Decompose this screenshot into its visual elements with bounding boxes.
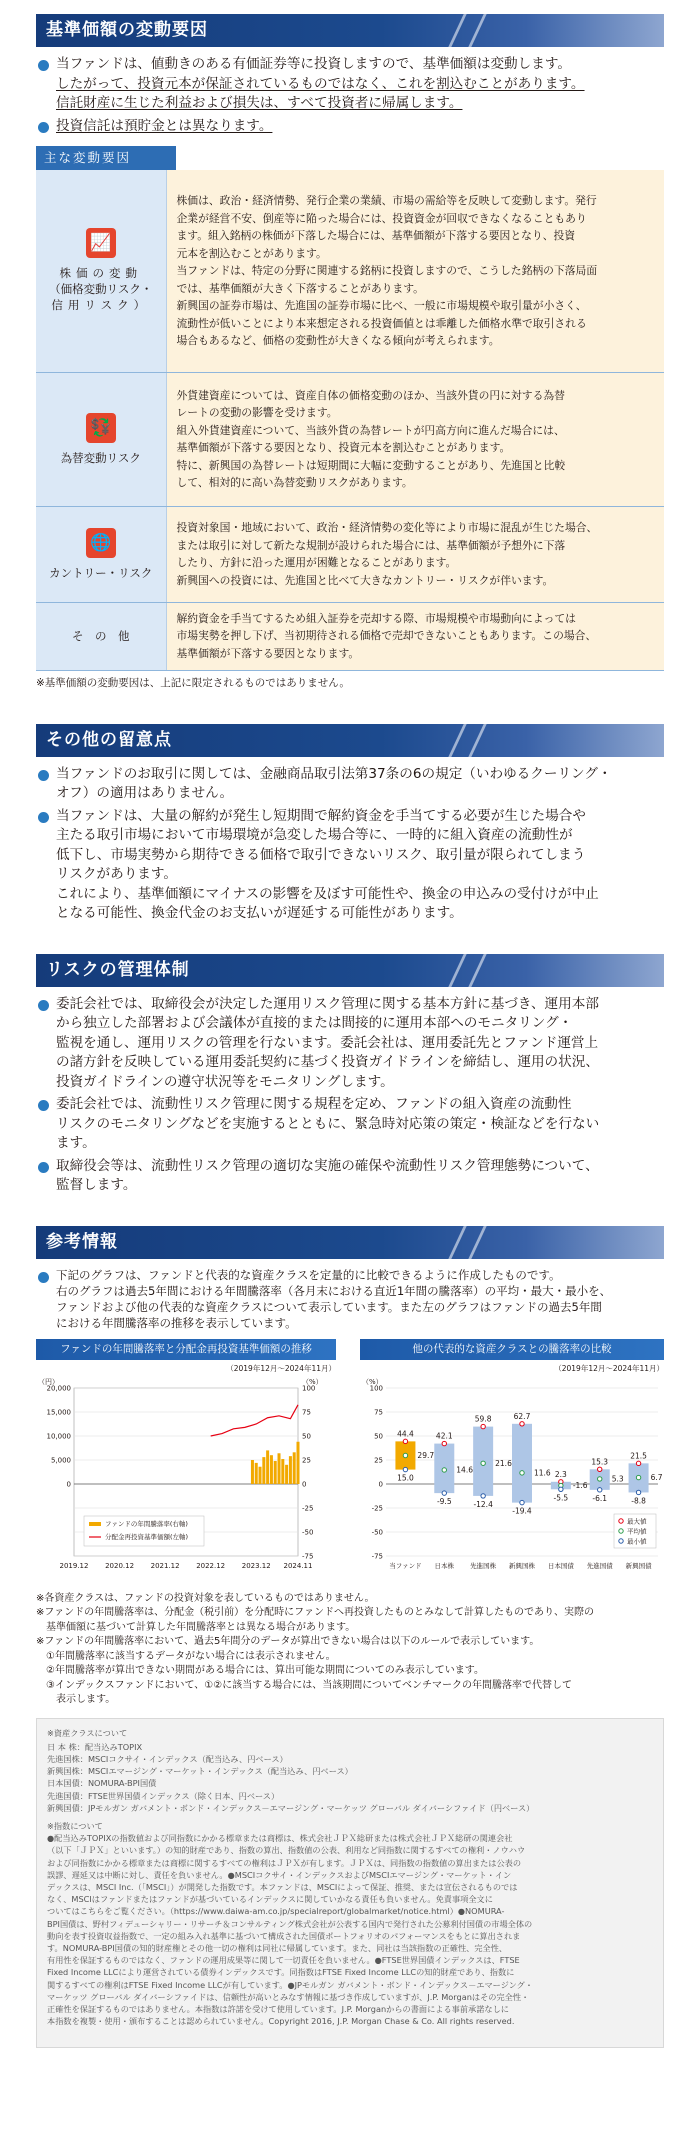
y-right-tick: 100 xyxy=(302,1384,316,1392)
section-header-fluctuation xyxy=(36,14,664,47)
legend-label: 最大値 xyxy=(627,1517,647,1525)
section-header-risk-management xyxy=(36,954,664,987)
return-bar xyxy=(278,1453,281,1484)
x-tick: 2019.12 xyxy=(59,1561,89,1570)
chart-period: （2019年12月～2024年11月） xyxy=(226,1363,336,1373)
risk-table xyxy=(36,170,664,671)
max-label: 44.4 xyxy=(397,1428,414,1438)
x-tick: 新興国債 xyxy=(625,1561,652,1570)
risk-category xyxy=(36,372,166,506)
legend-marker xyxy=(619,1518,623,1522)
currency-exchange-icon: 💱 xyxy=(86,413,116,443)
risk-description: 解約資金を手当てするため組入証券を売却する際、市場規模や市場動向によっては 市場実勢を押し下げ、当初期待される価格で売却できないこともあります。この場合、 基準価額が下落する要因となります。 xyxy=(166,602,664,670)
max-point xyxy=(442,1441,446,1445)
bullet-item: 当ファンドのお取引に関しては、金融商品取引法第37条の6の規定（いわゆるクーリング・ オフ）の適用はありません。 xyxy=(36,765,664,804)
bullet-text: 当ファンドは、値動きのある有価証券等に投資しますので、基準価額は変動します。 xyxy=(56,56,571,72)
avg-label: 21.6 xyxy=(495,1458,512,1468)
y-left-tick: 0 xyxy=(66,1480,71,1488)
max-label: 15.3 xyxy=(591,1456,609,1466)
category-label: 株価の変動 xyxy=(59,266,142,281)
avg-label: -1.6 xyxy=(572,1480,588,1490)
return-bar xyxy=(259,1466,262,1483)
y-tick: 100 xyxy=(369,1384,383,1392)
avg-label: 6.7 xyxy=(650,1472,663,1482)
fund-return-svg xyxy=(36,1374,336,1584)
charts-area xyxy=(36,1339,664,1584)
avg-point xyxy=(520,1470,524,1474)
chart-title: ファンドの年間騰落率と分配金再投資基準価額の推移 xyxy=(36,1339,336,1360)
x-tick: 2021.12 xyxy=(150,1561,180,1570)
risk-category xyxy=(36,170,166,372)
y-tick: 25 xyxy=(374,1456,383,1464)
risk-description: 株価は、政治・経済情勢、発行企業の業績、市場の需給等を反映して変動します。発行 企業が経営不安、倒産等に陥った場合には、投資資金が回収できなくなることもあり ます。組入銘柄の株価が下落した場合には、基準価額が下落する要因となり、投資 元本を割込むことがあります。 当ファンドは、特定の分野に関連する銘柄に投資しますので、こうした銘柄の下落局面 では、基準価額が大きく下落することがあります。 新興国の証券市場は、先進国の証券市場に比べ、一般に市場規模や取引量が小さく、 流動性が低いことにより本来想定される投資価値とは乖離した価格水準で取引される 場合もあるなど、価格の変動性が大きくなる傾向が考えられます。 xyxy=(166,170,664,372)
return-bar xyxy=(281,1459,284,1484)
x-tick: 2023.12 xyxy=(241,1561,271,1570)
nav-line xyxy=(211,1404,298,1435)
max-point xyxy=(481,1424,485,1428)
max-label: 2.3 xyxy=(554,1469,567,1479)
risk-management-bullets xyxy=(36,995,664,1196)
bullet-item xyxy=(36,55,664,114)
category-label: （価格変動リスク・ xyxy=(49,282,153,297)
section-header-reference xyxy=(36,1226,664,1259)
fluctuation-bullets xyxy=(36,55,664,136)
table-row xyxy=(36,170,664,372)
category-label: 信用リスク） xyxy=(51,298,151,313)
return-bar xyxy=(297,1441,300,1483)
info-heading: ※指数について xyxy=(47,1820,103,1831)
min-point xyxy=(520,1500,524,1504)
y-right-tick: -75 xyxy=(302,1552,314,1560)
avg-point xyxy=(442,1467,446,1471)
risk-description: 外貨建資産については、資産自体の価格変動のほか、当該外貨の円に対する為替 レートの変動の影響を受けます。 組入外貨建資産について、当該外貨の為替レートが円高方向に進んだ場合には、 基準価額が下落する要因となり、投資元本を割込むことがあります。 特に、新興国の為替レートは短期間に大幅に変動することがあり、先進国と比較 して、相対的に高い為替変動リスクがあります。 xyxy=(166,372,664,506)
table-row xyxy=(36,506,664,602)
x-tick: 先進国株 xyxy=(470,1561,497,1570)
y-axis-unit: （%） xyxy=(362,1377,383,1386)
avg-point xyxy=(636,1475,640,1479)
min-label: -6.1 xyxy=(592,1493,608,1503)
y-right-tick: 50 xyxy=(302,1432,311,1440)
return-bar xyxy=(251,1460,254,1484)
legend-label: ファンドの年間騰落率(右軸) xyxy=(105,1519,188,1528)
bullet-item xyxy=(36,117,664,137)
bullet-text: したがって、投資元本が保証されているものではなく、これを割込むことがあります。 xyxy=(56,75,585,92)
y-right-tick: 25 xyxy=(302,1456,311,1464)
min-point xyxy=(442,1490,446,1494)
legend-marker xyxy=(619,1528,623,1532)
globe-icon: 🌐 xyxy=(86,528,116,558)
y-right-tick: 0 xyxy=(302,1480,307,1488)
y-tick: -25 xyxy=(371,1504,383,1512)
max-point xyxy=(403,1439,407,1443)
avg-label: 29.7 xyxy=(417,1450,435,1460)
chart-period: （2019年12月～2024年11月） xyxy=(554,1363,664,1373)
bullet-item: 委託会社では、取締役会が決定した運用リスク管理に関する基本方針に基づき、運用本部 から独立した部署および会議体が直接的または間接的に運用本部へのモニタリング・ 監視を通し、運用リスクの管理を行ないます。委託会社は、運用委託先とファンド運営上 の諸方針を反映している運用委託契約に基づく投資ガイドラインを締結し、運用の状況、 投資ガイドラインの遵守状況等をモニタリングします。 xyxy=(36,995,664,1093)
section-title: その他の留意点 xyxy=(46,729,172,750)
y-tick: 0 xyxy=(378,1480,383,1488)
min-point xyxy=(636,1490,640,1494)
index-info-box: ※資産クラスについて 日 本 株：配当込みTOPIX 先進国株：MSCIコクサイ・インデックス（配当込み、円ベース） 新興国株：MSCIエマージング・マーケット・インデックス（配当込み、円ベース） 日本国債：NOMURA-BPI国債 先進国債：FTSE世界国債インデックス（除く日本、円ベース） 新興国債：JPモルガン ガバメント・ボンド・インデックス－エマージング・マーケッツ グローバル ダイバーシファイド（円ベース） ※指数について ●配当込みTOPIXの指数値および同指数にかかる標章または商標は、株式会社ＪＰＸ総研または株式会社ＪＰＸ総研の関連会社 （以下「ＪＰＸ」といいます。）の知的財産であり、指数の算出、指数値の公表、利用など同指数に関するすべての権利・ノウハウ および同指数にかかる標章または商標に関するすべての権利はＪＰＸが有します。ＪＰＸは、同指数の指数値の算出または公表の 誤謬、遅延又は中断に対し、責任を負いません。●MSCIコクサイ・インデックスおよびMSCIエマージング・マーケット・イン デックスは、MSCI Inc.（「MSCI」）が開発した指数です。本ファンドは、MSCIによって保証、推奨、または宣伝されるものでは なく、MSCIはファンドまたはファンドが基づいているインデックスに関していかなる責任も負いません。免責事項全文に ついてはこちらをご覧ください。（https://www.daiwa-am.co.jp/specialreport/globalmarket/notice.html）●NOMURA- BPI国債は、野村フィデューシャリー・リサーチ＆コンサルティング株式会社が公表する国内で発行された公募利付国債の市場全体の 動向を表す投資収益指数で、一定の組み入れ基準に基づいて構成された国債ポートフォリオのパフォーマンスをもとに算出されま す。NOMURA-BPI国債の知的財産権とその他一切の権利は同社に帰属しています。また、同社は当該指数の正確性、完全性、 有用性を保証するものではなく、ファンドの運用成果等に関して一切責任を負いません。●FTSE世界国債インデックスは、FTSE Fixed Income LLCにより運営されている債券インデックスです。同指数はFTSE Fixed Income LLCの知的財産であり、指数に 関するすべての権利はFTSE Fixed Income LLCが有しています。●JPモルガン ガバメント・ボンド・インデックス－エマージング・ マーケッツ グローバル ダイバーシファイドは、信頼性が高いとみなす情報に基づき作成していますが、J.P. Morganはその完全性・ 正確性を保証するものではありません。本指数は許諾を受けて使用しています。J.P. Morganからの書面による事前承諾なしに 本指数を複製・使用・頒布することは認められていません。Copyright 2016, J.P. Morgan Chase & Co. All rights reserved. xyxy=(36,1718,664,2048)
return-bar xyxy=(285,1464,288,1483)
bullet-text: 投資信託は預貯金とは異なります。 xyxy=(56,117,273,134)
min-label: 15.0 xyxy=(397,1473,414,1483)
return-bar xyxy=(270,1455,273,1484)
legend-label: 分配金再投資基準価額(左軸) xyxy=(105,1532,189,1541)
avg-point xyxy=(403,1453,407,1457)
risk-table-title: 主な変動要因 xyxy=(36,146,176,170)
asset-class-svg xyxy=(360,1374,664,1584)
min-label: -19.4 xyxy=(512,1506,532,1516)
y-tick: -75 xyxy=(371,1552,383,1560)
x-tick: 2020.12 xyxy=(105,1561,135,1570)
max-point xyxy=(598,1467,602,1471)
avg-point xyxy=(598,1476,602,1480)
stock-chart-icon: 📈 xyxy=(86,228,116,258)
max-label: 42.1 xyxy=(435,1431,453,1441)
y-right-tick: 75 xyxy=(302,1408,311,1416)
range-bar xyxy=(512,1423,532,1502)
y-left-tick: 20,000 xyxy=(46,1384,71,1392)
y-axis-unit: （%） xyxy=(302,1377,323,1386)
return-bar xyxy=(274,1460,277,1483)
table-row xyxy=(36,372,664,506)
min-label: -12.4 xyxy=(473,1499,493,1509)
risk-category xyxy=(36,602,166,670)
min-point xyxy=(598,1487,602,1491)
section-title: 参考情報 xyxy=(46,1231,118,1252)
risk-category xyxy=(36,506,166,602)
return-bar xyxy=(262,1457,265,1484)
x-tick: 当ファンド xyxy=(389,1561,422,1570)
legend-swatch xyxy=(89,1522,101,1526)
return-bar xyxy=(293,1452,296,1484)
max-point xyxy=(636,1461,640,1465)
risk-description: 投資対象国・地域において、政治・経済情勢の変化等により市場に混乱が生じた場合、 または取引に対して新たな規制が設けられた場合には、基準価額が予想外に下落 したり、方針に沿った運用が困難となることがあります。 新興国への投資には、先進国と比べて大きなカントリー・リスクが伴います。 xyxy=(166,506,664,602)
max-label: 59.8 xyxy=(474,1414,492,1424)
min-label: -5.5 xyxy=(553,1492,569,1502)
return-bar xyxy=(255,1462,258,1483)
chart-title: 他の代表的な資産クラスとの騰落率の比較 xyxy=(360,1339,664,1360)
max-label: 21.5 xyxy=(630,1450,647,1460)
category-label: 為替変動リスク xyxy=(60,450,141,465)
info-heading: ※資産クラスについて xyxy=(47,1727,128,1738)
min-point xyxy=(559,1487,563,1491)
y-axis-unit: （円） xyxy=(38,1377,59,1386)
y-tick: 50 xyxy=(374,1432,383,1440)
avg-label: 14.6 xyxy=(456,1464,473,1474)
table-row xyxy=(36,602,664,670)
legend-marker xyxy=(619,1538,623,1542)
x-tick: 2022.12 xyxy=(196,1561,226,1570)
x-tick: 先進国債 xyxy=(586,1561,613,1570)
bullet-item: 下記のグラフは、ファンドと代表的な資産クラスを定量的に比較できるように作成したものです。 右のグラフは過去5年間における年間騰落率（各月末における直近1年間の騰落率）の平均・最大・最小を、 ファンドおよび他の代表的な資産クラスについて表示しています。また左のグラフはファンドの過去5年間 における年間騰落率の推移を表示しています。 xyxy=(36,1267,664,1331)
return-bar xyxy=(266,1450,269,1484)
min-point xyxy=(403,1467,407,1471)
y-right-tick: -25 xyxy=(302,1504,314,1512)
bullet-item: 当ファンドは、大量の解約が発生し短期間で解約資金を手当てする必要が生じた場合や 主たる取引市場において市場環境が急変した場合等に、一時的に組入資産の流動性が 低下し、市場実勢から期待できる価格で取引できないリスク、取引量が限られてしまう リスクがあります。 これにより、基準価額にマイナスの影響を及ぼす可能性や、換金の申込みの受付けが中止 となる可能性、換金代金のお支払いが遅延する可能性があります。 xyxy=(36,807,664,924)
other-notes-bullets xyxy=(36,765,664,924)
risk-footnote: ※基準価額の変動要因は、上記に限定されるものではありません。 xyxy=(36,676,350,689)
y-left-tick: 5,000 xyxy=(50,1456,71,1464)
avg-point xyxy=(481,1461,485,1465)
section-header-other-notes xyxy=(36,724,664,757)
bullet-text: 信託財産に生じた利益および損失は、すべて投資者に帰属します。 xyxy=(56,95,463,111)
section-title: 基準価額の変動要因 xyxy=(46,20,208,40)
y-left-tick: 10,000 xyxy=(46,1432,71,1440)
fund-return-chart xyxy=(36,1339,336,1588)
asset-class-chart xyxy=(360,1339,664,1588)
chart-notes: ※各資産クラスは、ファンドの投資対象を表しているものではありません。 ※ファンドの年間騰落率は、分配金（税引前）を分配時にファンドへ再投資したものとみなして計算したものであり、実際の 基準価額に基づいて計算した年間騰落率とは異なる場合があります。 ※ファンドの年間騰落率において、過去5年間分のデータが算出できない場合は以下のルールで表示しています。 ①年間騰落率に該当するデータがない場合には表示されません。 ②年間騰落率が算出できない期間がある場合には、算出可能な期間についてのみ表示しています。 ③インデックスファンドにおいて、①②に該当する場合には、当該期間についてベンチマークの年間騰落率で代替して 表示します。 xyxy=(36,1592,594,1705)
return-bar xyxy=(289,1456,292,1484)
max-label: 62.7 xyxy=(513,1411,531,1421)
x-tick: 日本株 xyxy=(434,1561,455,1570)
y-tick: 75 xyxy=(374,1408,383,1416)
y-left-tick: 15,000 xyxy=(46,1408,71,1416)
bullet-item: 取締役会等は、流動性リスク管理の適切な実施の確保や流動性リスク管理態勢について、 監督します。 xyxy=(36,1157,664,1196)
avg-label: 5.3 xyxy=(611,1473,624,1483)
x-tick: 2024.11 xyxy=(283,1561,313,1570)
legend-label: 平均値 xyxy=(627,1527,647,1535)
min-label: -8.8 xyxy=(631,1495,646,1505)
reference-intro xyxy=(36,1267,664,1331)
x-tick: 日本国債 xyxy=(547,1561,574,1570)
min-label: -9.5 xyxy=(436,1496,452,1506)
x-tick: 新興国株 xyxy=(509,1561,535,1570)
legend-label: 最小値 xyxy=(627,1537,647,1545)
category-label: カントリー・リスク xyxy=(49,565,153,580)
y-tick: -50 xyxy=(371,1528,383,1536)
bullet-item: 委託会社では、流動性リスク管理に関する規程を定め、ファンドの組入資産の流動性 リスクのモニタリングなどを実施するとともに、緊急時対応策の策定・検証などを行ない ます。 xyxy=(36,1095,664,1154)
y-right-tick: -50 xyxy=(302,1528,314,1536)
avg-label: 11.6 xyxy=(534,1467,551,1477)
section-title: リスクの管理体制 xyxy=(46,959,190,980)
min-point xyxy=(481,1493,485,1497)
max-point xyxy=(520,1421,524,1425)
category-label: そ の 他 xyxy=(72,629,130,643)
